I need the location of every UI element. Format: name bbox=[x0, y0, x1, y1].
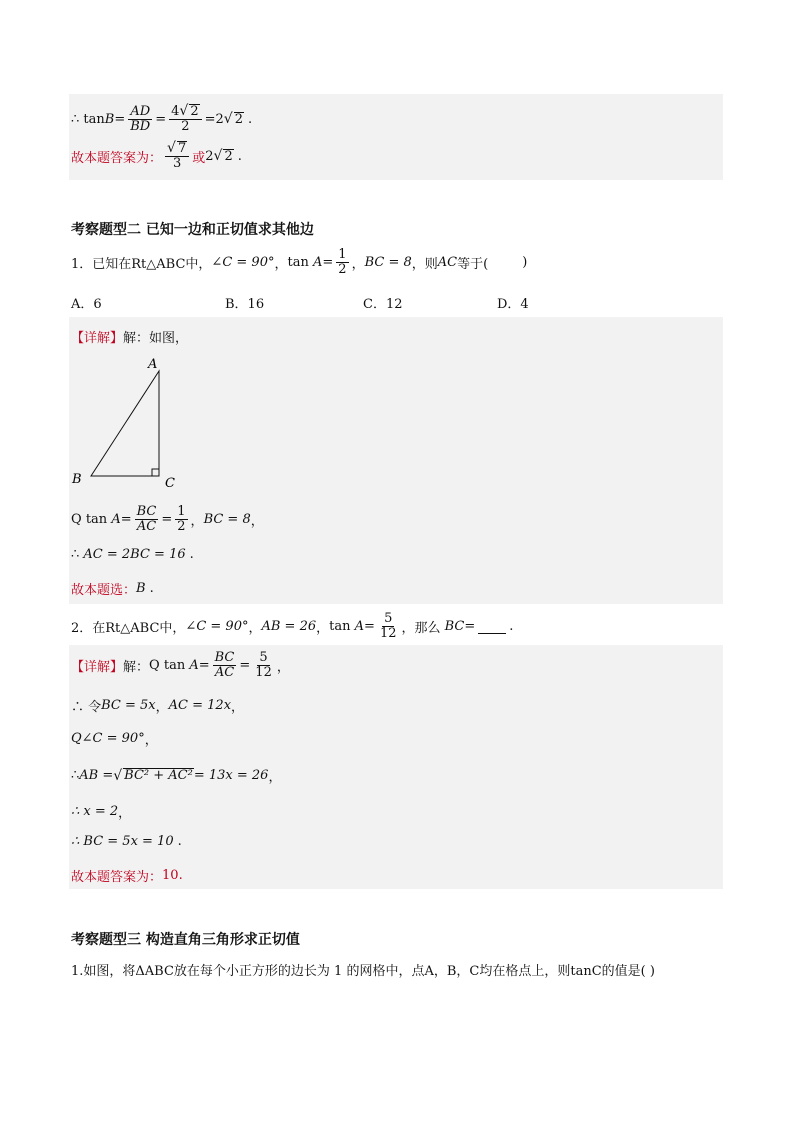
right-angle-mark bbox=[152, 469, 159, 476]
fraction: $\frac{√ 7}{3}$ bbox=[165, 141, 189, 172]
fraction: $\frac{BC}{AC}$ bbox=[136, 504, 157, 535]
option-c[interactable]: C．12 bbox=[363, 297, 403, 312]
section-heading-type2: 考察题型二 已知一边和正切值求其他边 bbox=[71, 222, 314, 238]
fraction: $\frac{AD}{BD}$ bbox=[130, 103, 151, 134]
section-heading-type3: 考察题型三 构造直角三角形求正切值 bbox=[71, 932, 300, 948]
vertex-label-b: B bbox=[72, 472, 82, 487]
q1-solution-line-2: ∴ AC = 2BC = 16 . bbox=[71, 547, 194, 562]
detail-line-q1: 【详解】 解：如图， bbox=[71, 331, 189, 346]
q2-solution-line-5: ∴ x = 2 ， bbox=[71, 804, 132, 821]
option-d[interactable]: D．4 bbox=[497, 297, 529, 312]
fraction: $\frac{1}{2}$ bbox=[177, 504, 186, 535]
triangle-abc bbox=[91, 371, 159, 476]
q2-solution-line-3: Q∠C = 90° ， bbox=[71, 731, 158, 748]
fraction: $\frac{5}{12}$ bbox=[255, 650, 272, 681]
vertex-label-c: C bbox=[165, 476, 175, 491]
q2-solution-line-4: ∴ AB = √ BC² + AC² = 13x = 26 ， bbox=[71, 767, 282, 785]
question-2-stem: 2．在Rt△ABC中， ∠C = 90° ， AB = 26 ， tan A = $\frac{5}{12}$ ，那么 BC = . bbox=[71, 611, 514, 642]
fraction: $\frac{BC}{AC}$ bbox=[214, 650, 235, 681]
q1-solution-line-1: Q tan A = $\frac{BC}{AC}$ = $\frac{1}{2}$ ， BC = 8 ， bbox=[71, 504, 264, 535]
option-b[interactable]: B．16 bbox=[225, 297, 265, 312]
detail-line-q2: 【详解】 解： Q tan A = $\frac{BC}{AC}$ = $\frac{5}{12}$ ， bbox=[71, 650, 290, 681]
fraction: $\frac{1}{2}$ bbox=[338, 247, 347, 278]
answer-line-1: 故本题答案为： $\frac{√ 7}{3}$ 或 2 √ 2 . bbox=[71, 140, 242, 172]
q2-solution-line-2: ∴ 令 BC = 5x ， AC = 12x ， bbox=[71, 698, 245, 715]
type3-question-1: 1.如图，将ΔABC放在每个小正方形的边长为 1 的网格中，点A，B，C均在格点上，则tanC的值是( ) bbox=[71, 964, 655, 979]
q2-answer-line: 故本题答案为： 10 . bbox=[71, 868, 183, 885]
q2-solution-line-6: ∴ BC = 5x = 10 . bbox=[71, 834, 182, 849]
option-a[interactable]: A．6 bbox=[71, 297, 102, 312]
answer-blank[interactable] bbox=[478, 619, 506, 634]
vertex-label-a: A bbox=[148, 357, 158, 372]
fraction: $\frac{5}{12}$ bbox=[379, 611, 397, 642]
triangle-figure bbox=[60, 350, 190, 495]
question-1-stem: 1．已知在Rt△ABC中， ∠C = 90° ， tan A = $\frac{1}{2}$ ， BC = 8 ，则 AC 等于( ) bbox=[71, 247, 528, 278]
fraction: $\frac{4√ 2}{2}$ bbox=[169, 104, 201, 135]
tanB-line: ∴ tan B = $\frac{AD}{BD}$ = $\frac{4√ 2}{2}$ = 2 √ 2 . bbox=[71, 103, 253, 135]
q1-answer-line: 故本题选： B . bbox=[71, 581, 154, 598]
